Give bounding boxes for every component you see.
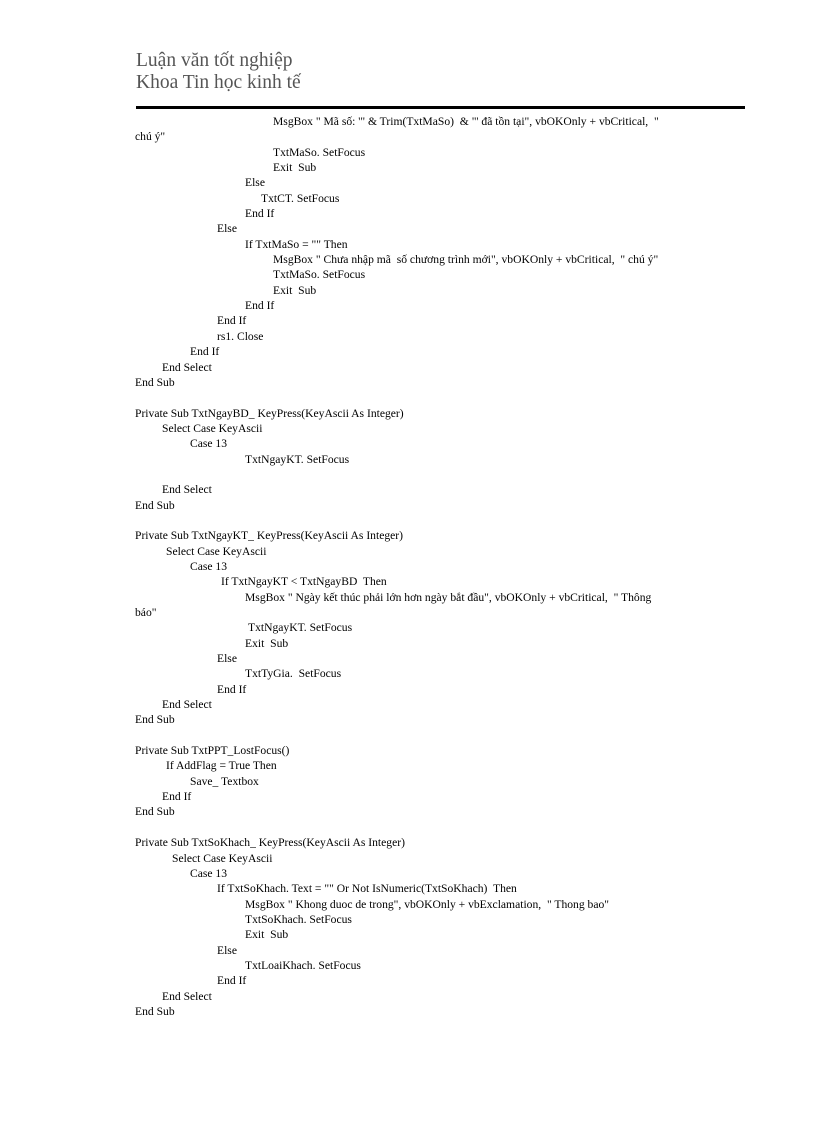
- code-line: MsgBox " Khong duoc de trong", vbOKOnly + vbExclamation, " Thong bao": [245, 897, 610, 911]
- code-line: MsgBox " Ngày kết thúc phải lớn hơn ngày bắt đầu", vbOKOnly + vbCritical, " Thông: [245, 590, 652, 604]
- code-line: TxtSoKhach. SetFocus: [245, 912, 352, 926]
- code-line: TxtNgayKT. SetFocus: [248, 621, 353, 635]
- code-line: Else: [217, 943, 237, 957]
- code-line: TxtLoaiKhach. SetFocus: [245, 958, 361, 972]
- code-line: TxtMaSo. SetFocus: [273, 268, 366, 282]
- code-line: End Sub: [135, 375, 175, 389]
- header-faculty-name: Khoa Tin học kinh tế: [136, 72, 301, 93]
- code-line: Select Case KeyAscii: [162, 421, 263, 435]
- code-line: Case 13: [190, 559, 228, 573]
- code-line: End Select: [162, 360, 212, 374]
- code-line: End Sub: [135, 498, 175, 512]
- code-line: MsgBox " Mã số: '" & Trim(TxtMaSo) & "' đã tồn tại", vbOKOnly + vbCritical, ": [273, 115, 659, 128]
- code-listing: [135, 114, 745, 1019]
- code-line: End If: [162, 790, 192, 804]
- code-line: If TxtNgayKT < TxtNgayBD Then: [221, 575, 387, 589]
- code-line: Save_ Textbox: [190, 774, 259, 788]
- page-header: [136, 50, 301, 94]
- code-line: rs1. Close: [217, 329, 264, 343]
- code-line: Select Case KeyAscii: [166, 544, 267, 558]
- code-line: Case 13: [190, 437, 228, 451]
- code-line: End If: [217, 314, 247, 328]
- code-line: Private Sub TxtNgayKT_ KeyPress(KeyAscii As Integer): [135, 529, 404, 543]
- code-line: End If: [245, 299, 275, 313]
- code-line: End If: [217, 974, 247, 988]
- code-line: Exit Sub: [273, 161, 317, 175]
- code-line: TxtTyGia. SetFocus: [245, 667, 342, 681]
- code-line: báo": [135, 606, 157, 619]
- code-line: Private Sub TxtSoKhach_ KeyPress(KeyAscii As Integer): [135, 836, 405, 850]
- code-line: TxtMaSo. SetFocus: [273, 145, 366, 159]
- code-line: Else: [217, 222, 237, 236]
- code-line: If AddFlag = True Then: [166, 759, 277, 773]
- code-line: TxtNgayKT. SetFocus: [245, 452, 350, 466]
- code-line: If TxtSoKhach. Text = "" Or Not IsNumeric(TxtSoKhach) Then: [217, 882, 517, 896]
- code-line: Else: [217, 652, 237, 666]
- code-line: [135, 728, 745, 743]
- code-line: Else: [245, 176, 265, 190]
- code-line: If TxtMaSo = "" Then: [245, 237, 348, 251]
- code-line: Exit Sub: [245, 928, 289, 942]
- code-line: [135, 467, 745, 482]
- code-line: Case 13: [190, 866, 228, 880]
- code-line: MsgBox " Chưa nhập mã số chương trình mới", vbOKOnly + vbCritical, " chú ý": [273, 253, 659, 267]
- code-line: Select Case KeyAscii: [172, 851, 273, 865]
- header-divider: [136, 106, 745, 109]
- code-line: [135, 513, 745, 528]
- code-line: End If: [190, 345, 220, 359]
- code-line: TxtCT. SetFocus: [261, 191, 340, 205]
- code-line: Private Sub TxtPPT_LostFocus(): [135, 744, 290, 758]
- code-line: Exit Sub: [273, 283, 317, 297]
- code-line: End Sub: [135, 1004, 175, 1018]
- code-line: End Sub: [135, 805, 175, 819]
- code-line: Private Sub TxtNgayBD_ KeyPress(KeyAscii As Integer): [135, 406, 404, 420]
- code-line: [135, 820, 745, 835]
- code-line: Exit Sub: [245, 636, 289, 650]
- code-line: [135, 390, 745, 405]
- code-line: End Select: [162, 483, 212, 497]
- code-line: End Select: [162, 989, 212, 1003]
- code-line: End If: [245, 207, 275, 221]
- code-line: End If: [217, 682, 247, 696]
- code-line: chú ý": [135, 130, 166, 144]
- header-thesis-title: Luận văn tốt nghiệp: [136, 50, 293, 71]
- code-line: End Sub: [135, 713, 175, 727]
- code-line: End Select: [162, 698, 212, 712]
